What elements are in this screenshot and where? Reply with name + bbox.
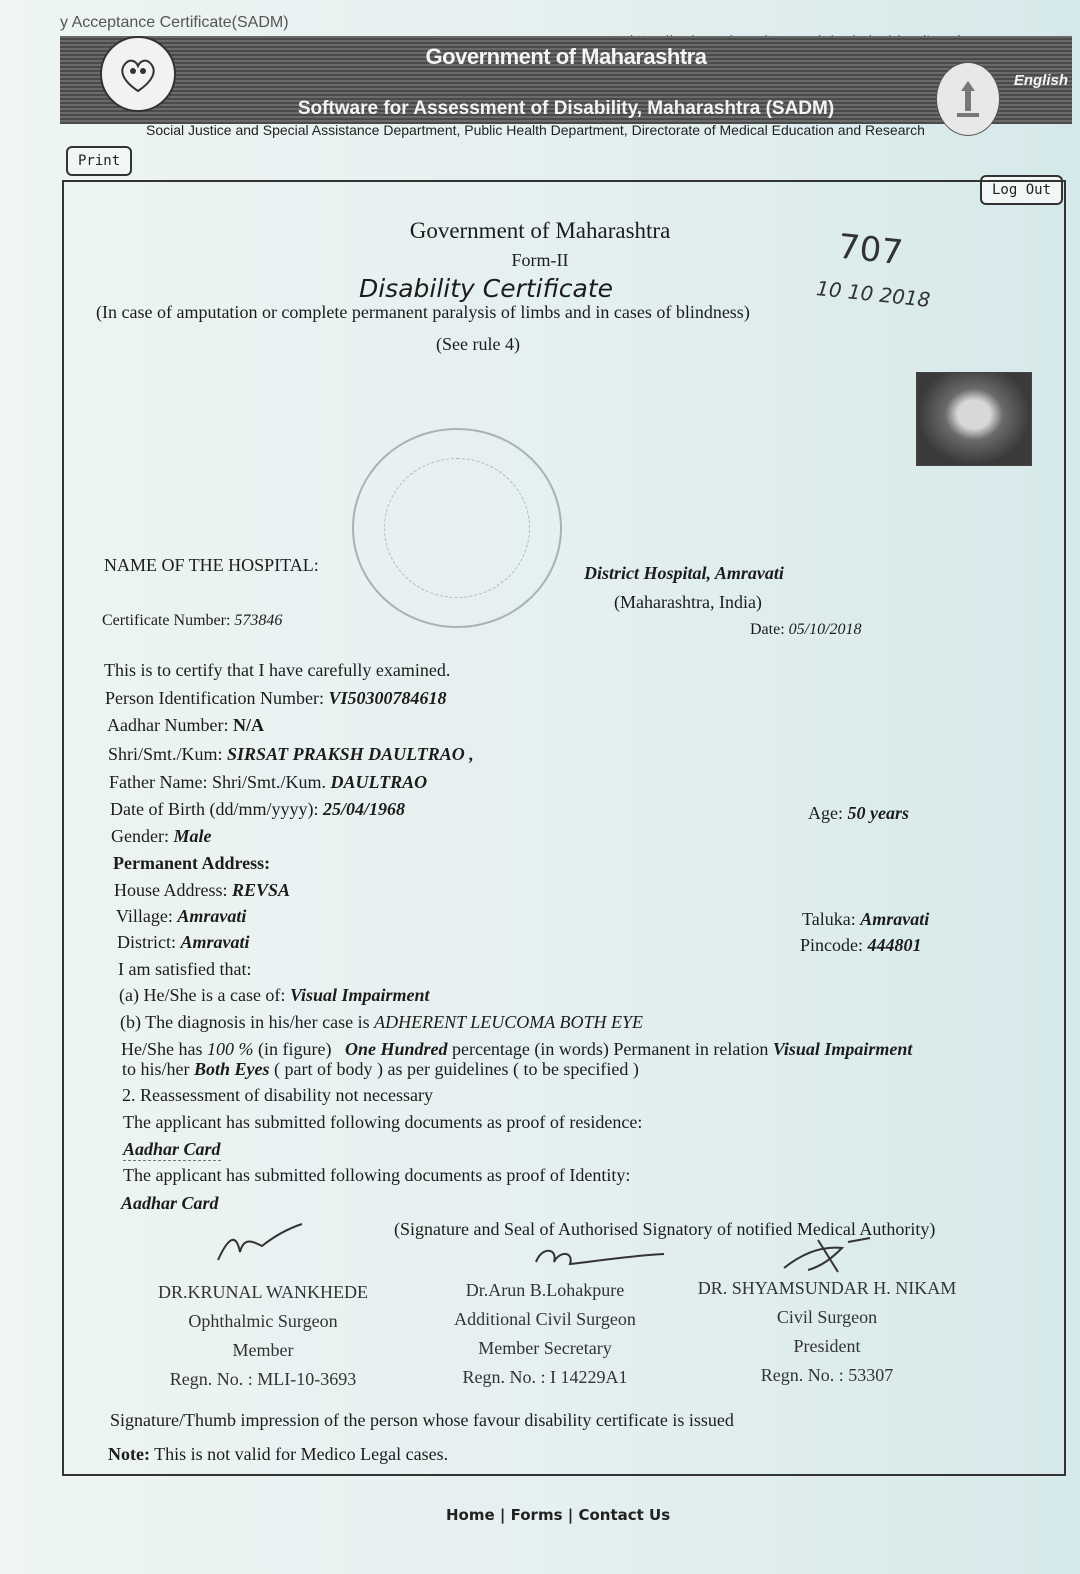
signature-seal-caption: (Signature and Seal of Authorised Signatory of notified Medical Authority) [394, 1219, 936, 1239]
case-row: (a) He/She is a case of: Visual Impairment [119, 985, 430, 1005]
date-row: Date: 05/10/2018 [750, 621, 862, 638]
aadhar-value: N/A [232, 715, 264, 735]
house-row: House Address: REVSA [114, 880, 291, 900]
district-value: Amravati [180, 932, 250, 952]
note-row: Note: This is not valid for Medico Legal cases. [108, 1444, 449, 1464]
logout-button[interactable]: Log Out [980, 175, 1063, 205]
state-emblem-icon [936, 62, 1000, 136]
applicant-name: SIRSAT PRAKSH DAULTRAO , [227, 744, 474, 764]
body-part-row: to his/her Both Eyes ( part of body ) as per guidelines ( to be specified ) [122, 1059, 639, 1079]
department-line: Social Justice and Special Assistance Department, Public Health Department, Directorate of Medical Education and Research [146, 122, 925, 138]
thumb-impression-text: Signature/Thumb impression of the person whose favour disability certificate is issued [110, 1410, 734, 1430]
cert-number: 573846 [234, 612, 283, 629]
father-row: Father Name: Shri/Smt./Kum. DAULTRAO [109, 772, 428, 792]
father-name: DAULTRAO [330, 772, 428, 792]
pid-row: Person Identification Number: VI50300784618 [105, 688, 447, 708]
signatory-2-name: Dr.Arun B.Lohakpure [465, 1280, 625, 1300]
cert-subtitle: (In case of amputation or complete permanent paralysis of limbs and in cases of blindness) [96, 302, 750, 322]
dob-value: 25/04/1968 [322, 799, 405, 819]
aadhar-row: Aadhar Number: N/A [107, 715, 264, 735]
gender-row: Gender: Male [111, 826, 212, 846]
footer-home-link[interactable]: Home [446, 1506, 495, 1524]
signatory-2 [420, 1276, 670, 1392]
signature-2-icon [530, 1240, 670, 1276]
signature-1-icon [210, 1216, 310, 1270]
cert-rule: (See rule 4) [436, 334, 520, 354]
print-button[interactable]: Print [66, 146, 132, 176]
site-banner [60, 36, 1072, 124]
pincode-value: 444801 [867, 935, 922, 955]
examined-text: This is to certify that I have carefully examined. [104, 660, 451, 680]
taluka-row: Taluka: Amravati [802, 909, 930, 929]
village-value: Amravati [177, 906, 247, 926]
body-part-value: Both Eyes [194, 1059, 270, 1079]
village-row: Village: Amravati [116, 906, 247, 926]
signatory-1 [138, 1278, 388, 1394]
case-value: Visual Impairment [289, 985, 430, 1005]
banner-software-title: Software for Assessment of Disability, Maharashtra (SADM) [297, 98, 835, 119]
gender-value: Male [173, 826, 212, 846]
diagnosis-value: ADHERENT LEUCOMA BOTH EYE [374, 1012, 643, 1032]
cert-title: Disability Certificate [358, 274, 614, 303]
signatory-3-role: President [793, 1336, 861, 1356]
identity-proof-label: The applicant has submitted following documents as proof of Identity: [123, 1165, 631, 1185]
cert-gov-heading: Government of Maharashtra [409, 218, 671, 243]
relation-value: Visual Impairment [772, 1039, 913, 1059]
dob-row: Date of Birth (dd/mm/yyyy): 25/04/1968 [110, 799, 405, 819]
pincode-row: Pincode: 444801 [800, 935, 922, 955]
taluka-value: Amravati [860, 909, 930, 929]
banner-gov-title: Government of Maharashtra [425, 44, 707, 69]
age-row: Age: 50 years [808, 803, 909, 823]
handwritten-number: 707 [836, 226, 905, 274]
satisfied-text: I am satisfied that: [118, 959, 252, 979]
cert-date: 05/10/2018 [788, 621, 862, 638]
signatory-2-role: Member Secretary [478, 1338, 612, 1358]
signatory-3-designation: Civil Surgeon [776, 1307, 878, 1327]
footer-forms-link[interactable]: Forms [510, 1506, 563, 1524]
sadm-logo-icon [100, 36, 176, 112]
footer-contact-link[interactable]: Contact Us [578, 1506, 671, 1524]
hospital-location: (Maharashtra, India) [614, 592, 762, 612]
diagnosis-row: (b) The diagnosis in his/her case is ADHERENT LEUCOMA BOTH EYE [120, 1012, 643, 1032]
house-value: REVSA [232, 880, 291, 900]
signatory-3-regn: Regn. No. : 53307 [760, 1365, 894, 1385]
permanent-address-label: Permanent Address: [113, 853, 271, 873]
handwritten-date: 10 10 2018 [815, 276, 932, 312]
residence-proof-value: Aadhar Card [123, 1139, 221, 1159]
language-link[interactable]: English [1013, 72, 1068, 89]
signatory-2-regn: Regn. No. : I 14229A1 [462, 1367, 628, 1387]
signatory-1-designation: Ophthalmic Surgeon [188, 1311, 338, 1331]
hospital-label: NAME OF THE HOSPITAL: [104, 555, 319, 575]
signatory-1-regn: Regn. No. : MLI-10-3693 [169, 1369, 357, 1389]
signature-3-icon [778, 1232, 878, 1276]
hospital-name: District Hospital, Amravati [584, 563, 784, 583]
percent-words: One Hundred [344, 1039, 448, 1059]
percentage-row: He/She has 100 % (in figure) One Hundred percentage (in words) Permanent in relation Visual Impairment [121, 1039, 913, 1059]
percent-figure: 100 % [206, 1039, 254, 1059]
signatory-3 [682, 1274, 972, 1390]
official-seal-stamp [352, 428, 562, 628]
cert-form: Form-II [511, 250, 569, 270]
signatory-1-role: Member [232, 1340, 294, 1360]
browser-tab-title: y Acceptance Certificate(SADM) [60, 14, 289, 31]
reassessment-text: 2. Reassessment of disability not necessary [122, 1085, 433, 1105]
footer-nav: Home | Forms | Contact Us [446, 1506, 671, 1524]
district-row: District: Amravati [117, 932, 250, 952]
signatory-2-designation: Additional Civil Surgeon [454, 1309, 636, 1329]
identity-proof-value: Aadhar Card [121, 1193, 219, 1213]
applicant-photo [916, 372, 1032, 466]
note-text: This is not valid for Medico Legal cases. [154, 1444, 449, 1464]
pid-value: VI50300784618 [328, 688, 447, 708]
signatory-3-name: DR. SHYAMSUNDAR H. NIKAM [697, 1278, 957, 1298]
signatory-1-name: DR.KRUNAL WANKHEDE [158, 1282, 368, 1302]
residence-proof-label: The applicant has submitted following documents as proof of residence: [123, 1112, 643, 1132]
cert-number-row: Certificate Number: 573846 [102, 612, 283, 629]
name-row: Shri/Smt./Kum: SIRSAT PRAKSH DAULTRAO , [108, 744, 474, 764]
age-value: 50 years [847, 803, 909, 823]
